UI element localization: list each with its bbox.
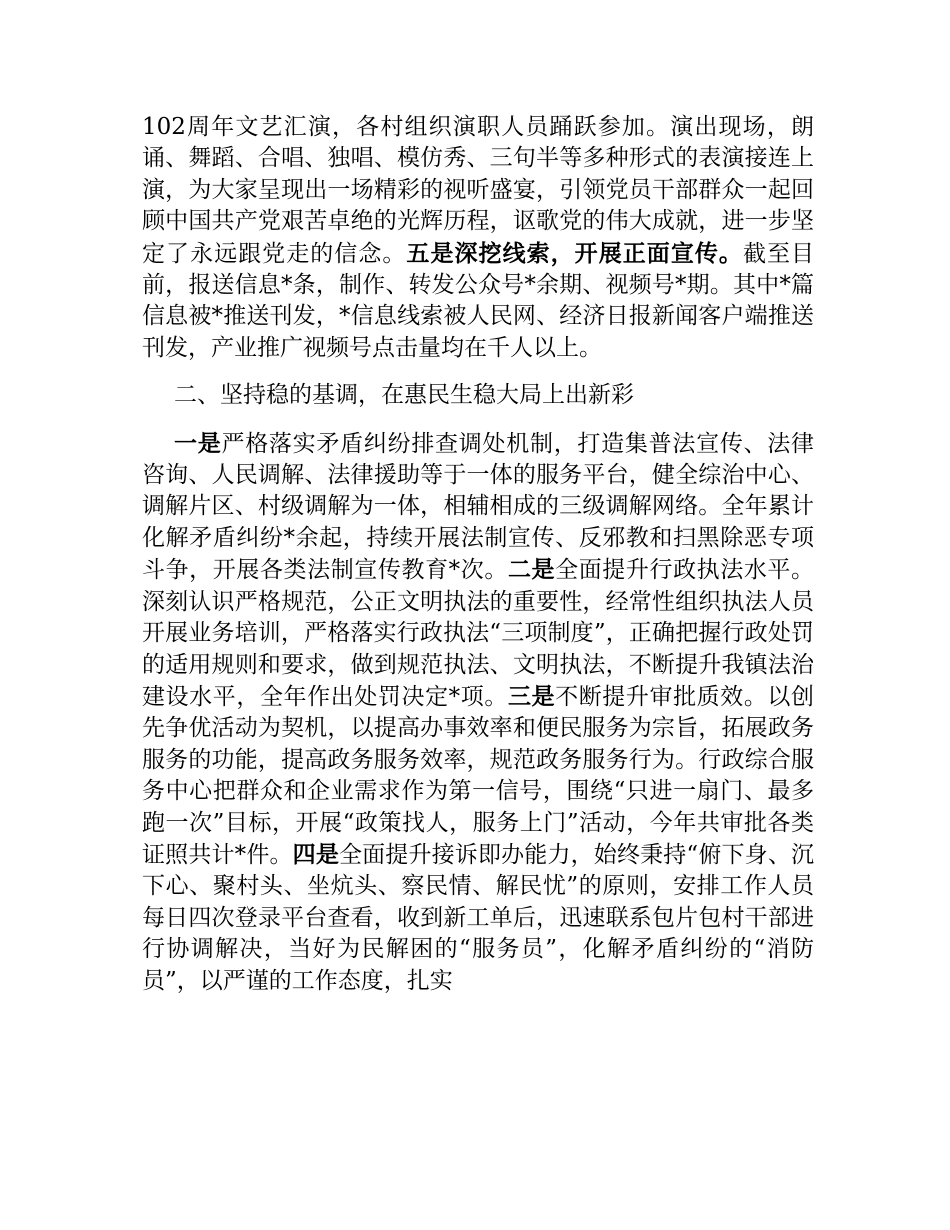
text-segment: 不断提升审批质效。以创先争优活动为契机，以提高办事效率和便民服务为宗旨，拓展政务服务的功能，提高政务服务效率，规范政务服务行为。行政综合服务中心把群众和企业需求作为第一信号，围绕“只进一扇门、最多跑一次”目标，开展“政策找人，服务上门”活动，今年共审批各类证照共计*件。 (142, 683, 815, 868)
document-body (142, 112, 814, 997)
paragraph-livelihood-measures (142, 428, 814, 997)
paragraph-performance-and-publicity (142, 112, 814, 364)
bold-marker-one: 一是 (174, 429, 222, 457)
bold-marker-two: 二是 (507, 556, 556, 584)
bold-heading-item-five: 五是深挖线索，开展正面宣传。 (406, 239, 743, 267)
bold-marker-three: 三是 (507, 682, 556, 710)
text-segment: 全面提升行政执法水平。深刻认识严格规范，公正文明执法的重要性，经常性组织执法人员开展业务培训，严格落实行政执法“三项制度”，正确把握行政处罚的适用规则和要求，做到规范执法、文明执法，不断提升我镇法治建设水平，全年作出处罚决定*项。 (142, 557, 815, 710)
text-segment: 全面提升接诉即办能力，始终秉持“俯下身、沉下心、聚村头、坐炕头、察民情、解民忧”的原则，安排工作人员每日四次登录平台查看，收到新工单后，迅速联系包片包村干部进行协调解决，当好为民解困的“服务员”，化解矛盾纠纷的“消防员”，以严谨的工作态度，扎实 (142, 841, 815, 994)
section-heading-text: 二、坚持稳的基调，在惠民生稳大局上出新彩 (174, 382, 634, 409)
text-segment: 截至目前，报送信息*条，制作、转发公众号*余期、视频号*期。其中*篇信息被*推送刊发，*信息线索被人民网、经济日报新闻客户端推送刊发，产业推广视频号点击量均在千人以上。 (142, 240, 815, 361)
section-heading-two (142, 380, 814, 411)
text-segment: 严格落实矛盾纠纷排查调处机制，打造集普法宣传、法律咨询、人民调解、法律援助等于一体的服务平台，健全综治中心、调解片区、村级调解为一体，相辅相成的三级调解网络。全年累计化解矛盾纠纷*余起，持续开展法制宣传、反邪教和扫黑除恶专项斗争，开展各类法制宣传教育*次。 (142, 430, 815, 584)
text-segment: 102周年文艺汇演，各村组织演职人员踊跃参加。演出现场，朗诵、舞蹈、合唱、独唱、模仿秀、三句半等多种形式的表演接连上演，为大家呈现出一场精彩的视听盛宴，引领党员干部群众一起回顾中国共产党艰苦卓绝的光辉历程，讴歌党的伟大成就，进一步坚定了永远跟党走的信念。 (142, 114, 814, 267)
bold-marker-four: 四是 (292, 840, 339, 868)
